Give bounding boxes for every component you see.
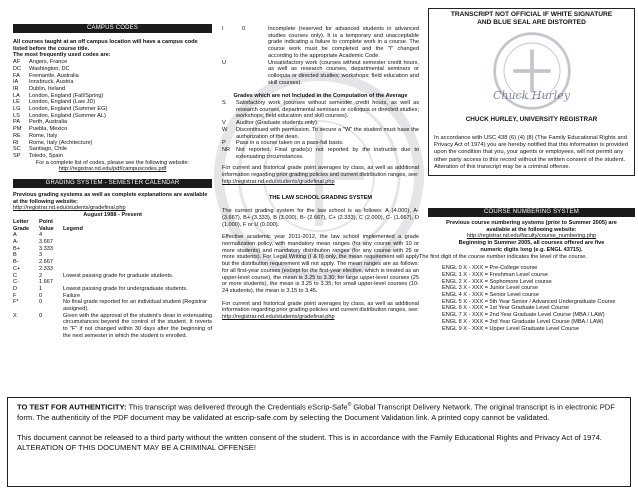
grade-value: 3.333 xyxy=(39,245,53,252)
grade: V xyxy=(222,120,226,127)
campus-code: DC xyxy=(13,65,22,72)
historical-gpa-note: For current and historical grade point averages by class, as well as additional information regarding prior grading policies and current distribution ranges, see: xyxy=(222,165,419,179)
campus-code: RE xyxy=(13,132,21,139)
grade-value: 0 xyxy=(242,26,246,32)
grade-legend: Given with the approval of the student's dean in extenuating circumstances beyond the control of the student. It reverts to "F" if not changed within 30 days after the beginning of the next semester in which the student is enrolled. xyxy=(63,312,212,339)
authenticity-paragraph xyxy=(17,400,621,423)
grade-table xyxy=(13,232,212,339)
law-normalization-policy: Effective academic year 2011-2012, the law school implemented a grade normalization policy, with mandatory mean ranges (for any course with 10 or more students) and mandatory distribution ranges (for any course with 25 or more students). For Legal Writing (I & II) only, the mean requirement will apply but the distribution requirement will not apply. The mean ranges are as follows: for all first-year courses (except for the first-year elective, which is treated as an upper-level course), the mean is 3.25 to 3.30; for large upper-level courses (25 or more students), the mean is 3.25 to 3.35; for small upper-level courses (10-24 students), the mean is 3.15 to 3.45. xyxy=(222,234,419,294)
law-historical-link[interactable]: http://registrar.nd.edu/students/gradefinal.php xyxy=(222,314,335,321)
grade: D xyxy=(13,285,18,292)
campus-code: SP xyxy=(13,152,21,159)
middle-column xyxy=(222,0,419,321)
grade-legend: Incomplete (reserved for advanced students in advanced studies courses only). It is a temporary and unacceptable grade indicating a failure to complete work in a course. The course work must be completed and the "I" changed according to the appropriate Academic Code. xyxy=(268,26,419,59)
numbering-link[interactable]: http://registrar.nd.edu/faculty/course_numbering.php xyxy=(466,233,597,240)
grade-legend: Pass in a course taken on a pass-fail basis. xyxy=(236,140,344,147)
grade: X xyxy=(13,312,17,319)
course-level: ENGL 8 X - XXX = 3rd Year Graduate Level Course (MBA / LAW) xyxy=(442,318,604,325)
grade: A xyxy=(13,232,17,239)
grade: C- xyxy=(13,279,19,286)
campus-name: London, England (Summer AL) xyxy=(29,112,106,119)
course-level: ENGL 1 X - XXX = Freshman Level course xyxy=(442,271,548,278)
grade-table-head xyxy=(13,219,212,232)
grade-value: 4 xyxy=(39,232,43,239)
course-level: ENGL 4 X - XXX = Senior Level course xyxy=(442,292,539,299)
semester-since: August 1988 - Present xyxy=(83,212,142,219)
grade-value: 3.667 xyxy=(39,238,53,245)
campus-common-label: The most frequently used codes are: xyxy=(13,52,111,59)
grade: F xyxy=(13,292,17,299)
grade-legend: Discontinued with permission. To secure a "W" the student must have the authorization of the dean. xyxy=(236,126,419,140)
semester-grading-header: GRADING SYSTEM - SEMESTER CALENDAR xyxy=(13,179,212,188)
historical-gpa-link[interactable]: http://registrar.nd.edu/students/gradefinal.php xyxy=(222,178,335,185)
campus-code: FA xyxy=(13,72,20,79)
semester-intro: Previous grading systems as well as complete explanations are available at the following website: xyxy=(13,192,208,205)
head-value: Value xyxy=(39,225,54,232)
campus-name: Washington, DC xyxy=(29,65,70,72)
release-consent-notice: This document cannot be released to a third party without the written consent of the student. This is in accordance with the Family Educational Rights and Privacy Act of 1974. ALTERATION OF THIS DOCUMENT MAY BE A CRIMINAL OFFENSE! xyxy=(17,432,602,453)
campus-code: IA xyxy=(13,79,19,86)
grade-value xyxy=(242,60,268,87)
grade-legend xyxy=(63,232,212,239)
semester-link[interactable]: http://registrar.nd.edu/students/gradefinal.php xyxy=(13,205,126,212)
authenticity-lead: TO TEST FOR AUTHENTICITY: xyxy=(17,402,127,412)
course-numbering-header: COURSE NUMBERING SYSTEM xyxy=(428,208,635,217)
grade-legend: No final grade reported for an individual student (Registrar assigned). xyxy=(63,299,207,313)
course-level: ENGL 9 X - XXX = Upper Level Graduate Level Course xyxy=(442,325,580,332)
course-level: ENGL 0 X - XXX = Pre-College course xyxy=(442,265,538,272)
grade-legend xyxy=(63,266,212,273)
left-column xyxy=(13,0,212,340)
course-level-list xyxy=(428,265,635,332)
grade: P xyxy=(222,140,226,147)
authenticity-text-a: This transcript was delivered through the Credentials eScrip-Safe xyxy=(126,402,348,412)
campus-code: LS xyxy=(13,112,20,119)
campus-code: SC xyxy=(13,146,21,153)
campus-code: LE xyxy=(13,99,20,106)
campus-code: LA xyxy=(13,92,20,99)
law-grading-title: THE LAW SCHOOL GRADING SYSTEM xyxy=(268,195,373,202)
numbering-beginning: Beginning in Summer 2005, all courses offered are five numeric digits long (e.g. ENGL 43715). xyxy=(458,240,605,253)
head-legend: Legend xyxy=(63,225,83,232)
registered-mark: ® xyxy=(347,402,352,408)
grade-legend xyxy=(63,252,212,259)
official-title-2: AND BLUE SEAL ARE DISTORTED xyxy=(477,19,586,26)
grade-value: 2.333 xyxy=(39,265,53,272)
campus-name: Santiago, Chile xyxy=(29,146,67,153)
grade: I xyxy=(222,26,224,32)
right-column xyxy=(419,0,635,332)
grade: A- xyxy=(13,238,19,245)
grade-legend xyxy=(63,259,212,266)
grade: F* xyxy=(13,299,19,306)
incomplete-grades xyxy=(222,26,419,86)
course-level: ENGL 6 X - XXX = 1st Year Graduate Level Course xyxy=(442,305,570,312)
grade-value: 0 xyxy=(39,292,43,299)
grade: U xyxy=(222,59,227,66)
campus-name: Puebla, Mexico xyxy=(29,126,68,133)
campus-code: PM xyxy=(13,126,22,133)
campus-codes-link[interactable]: http://registrar.nd.edu/pdf/campuscodes.pdf xyxy=(58,166,167,173)
campus-code: AF xyxy=(13,59,21,66)
campus-name: Rome, Italy xyxy=(29,132,58,139)
grade-legend: Auditor (Graduate students only). xyxy=(236,120,319,127)
campus-code: LG xyxy=(13,106,21,113)
campus-name: Perth, Australia xyxy=(29,119,67,126)
campus-name: Toledo, Spain xyxy=(29,152,63,159)
authenticity-box xyxy=(7,397,631,487)
grade-legend: Lowest passing grade for undergraduate students. xyxy=(63,285,188,292)
grade-value: 0 xyxy=(39,299,43,306)
campus-name: Dublin, Ireland xyxy=(29,85,66,92)
campus-code-list xyxy=(13,59,212,160)
grade: C xyxy=(13,272,18,279)
grade-legend: Failure xyxy=(63,292,81,299)
grade-value: 1 xyxy=(39,285,43,292)
official-notice-box xyxy=(428,8,635,176)
grade: S xyxy=(222,100,226,107)
course-level: ENGL 2 X - XXX = Sophomore Level course xyxy=(442,278,552,285)
campus-codes-header: CAMPUS CODES xyxy=(13,24,212,33)
campus-name: London, England (Law JD) xyxy=(29,99,96,106)
not-included-title: Grades which are not Included in the Computation of the Average xyxy=(233,93,408,100)
grade-legend xyxy=(63,279,212,286)
campus-code: RI xyxy=(13,139,19,146)
registrar-name: CHUCK HURLEY, UNIVERSITY REGISTRAR xyxy=(465,116,598,123)
course-level: ENGL 3 X - XXX = Junior Level course xyxy=(442,285,539,292)
grade-value: 2.667 xyxy=(39,259,53,266)
registrar-signature: Chuck Hurley xyxy=(492,89,571,102)
official-title-1: TRANSCRIPT NOT OFFICIAL IF WHITE SIGNATURE xyxy=(450,11,613,18)
grade-legend xyxy=(63,246,212,253)
authenticity-text-b: Global Transcript Delivery Network. The original transcript is in electronic PDF form. The authenticity of the PDF document may be validated at escrip-safe.com by selecting the Document Validation link. A printed copy cannot be validated. xyxy=(17,402,615,422)
grade: W xyxy=(222,126,228,133)
numbering-prior: Previous course numbering systems (prior to Summer 2005) are available at the following website: xyxy=(446,220,617,233)
campus-footer: For a complete list of codes, please see the following website: xyxy=(35,159,190,166)
ferpa-notice: In accordance with USC 438 (6) (4) (8) (The Family Educational Rights and Privacy Act of 1974) you are hereby notified that this information is provided upon the condition that you, your agents or employees, will not permit any other party access to this record without the written consent of the student. Alteration of this transcript may be a criminal offense. xyxy=(434,135,628,170)
grade: B- xyxy=(13,259,19,266)
campus-code: PA xyxy=(13,119,21,126)
grade: B+ xyxy=(13,245,20,252)
numbering-first-digit: The first digit of the course number indicates the level of the course. xyxy=(419,253,587,260)
grade-value: 3 xyxy=(39,252,43,259)
head-grade: Grade xyxy=(13,225,30,232)
grade-value: 2 xyxy=(39,272,43,279)
campus-name: Angers, France xyxy=(29,59,68,66)
campus-name: Rome, Italy (Architecture) xyxy=(29,139,93,146)
head-letter: Letter xyxy=(13,218,29,225)
grade-value: 0 xyxy=(39,312,43,319)
campus-code: IR xyxy=(13,85,19,92)
head-point: Point xyxy=(39,218,53,225)
grade-legend xyxy=(63,239,212,246)
course-level: ENGL 5 X - XXX = 5th Year Senior / Advanced Undergraduate Course xyxy=(442,298,616,305)
grade: C+ xyxy=(13,265,21,272)
grade-legend: Satisfactory work (courses without semester credit hours, as well as research courses, departmental seminars or colloquia or directed studies; workshops; field education and skill courses). xyxy=(236,100,419,120)
campus-name: London, England (Summer EG) xyxy=(29,106,108,113)
grade-legend: Not reported. Final grade(s) not reported by the instructor due to extenuating circumstances. xyxy=(236,146,419,160)
course-level: ENGL 7 X - XXX = 2nd Year Graduate Level Course (MBA / LAW) xyxy=(442,312,605,319)
campus-name: Fremantle, Australia xyxy=(29,72,79,79)
campus-intro: All courses taught at an off campus location will have a campus code listed before the course title. xyxy=(13,39,198,52)
campus-name: London, England (Fall/Spring) xyxy=(29,92,104,99)
law-grading-scale: The current grading system for the law school is as follows: A (4.000), A- (3.667), B+ (3.333), B (3.000), B- (2.667), C+ (2.333), C (2.000), C- (1.667), D (1.000), F or U (0.000). xyxy=(222,208,419,228)
grade-value: 1.667 xyxy=(39,279,53,286)
not-included-grades xyxy=(222,100,419,160)
grade-legend: Unsatisfactory work (courses without semester credit hours, as well as research courses, departmental seminars or colloquia or directed studies; workshops; field education and skill courses). xyxy=(268,59,419,86)
campus-name: Innsbruck, Austria xyxy=(29,79,74,86)
grade-legend: Lowest passing grade for graduate students. xyxy=(63,272,174,279)
law-historical-note: For current and historical grade point averages by class, as well as additional information regarding prior grading policies and current distribution ranges, see: xyxy=(222,300,419,314)
grade: B xyxy=(13,252,17,259)
grade: NR xyxy=(222,146,231,153)
